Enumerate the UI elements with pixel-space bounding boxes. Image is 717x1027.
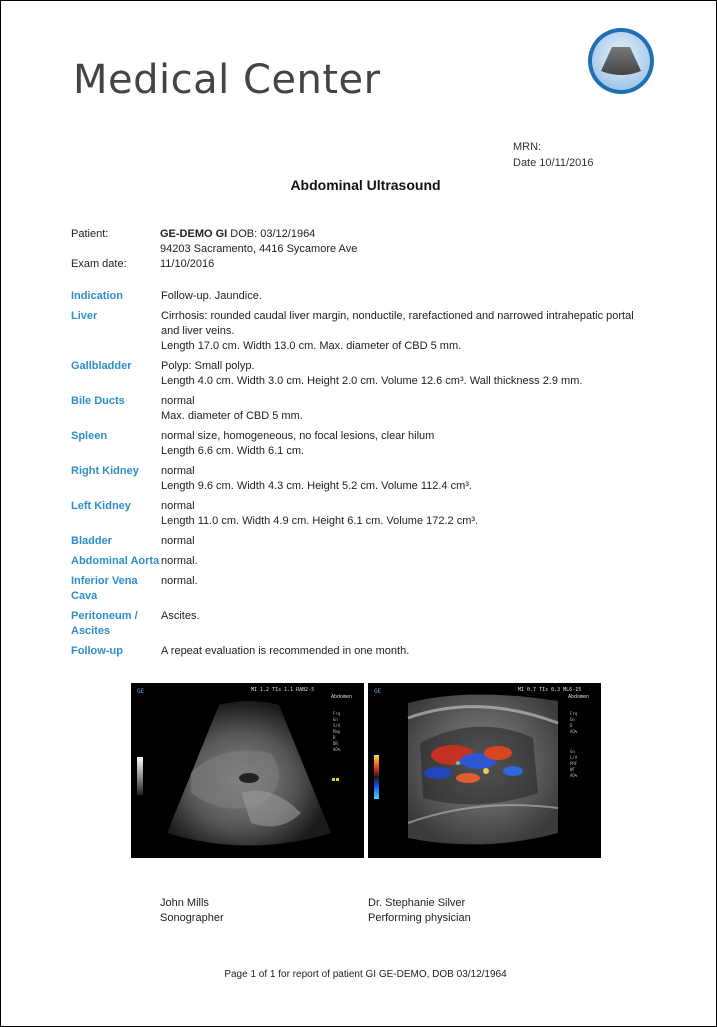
finding-label: Peritoneum / Ascites [71,610,138,637]
finding-text: normal. [161,555,198,567]
finding-text: Ascites. [161,610,200,622]
finding-label: Abdominal Aorta [71,555,160,567]
sonographer-role: Sonographer [160,912,224,924]
finding-text: normal. [161,575,198,587]
svg-text:DR: DR [333,741,338,746]
finding-text: A repeat evaluation is recommended in one month. [161,645,410,657]
sonographer-name: John Mills [160,897,209,909]
finding-label: Gallbladder [71,360,132,372]
svg-text:GE: GE [374,688,382,695]
ultrasound-images [131,683,601,858]
patient-info [71,227,357,272]
mrn-label: MRN: [513,141,542,153]
finding-label: Indication [71,290,123,302]
svg-text:D: D [333,735,336,740]
svg-text:PRF: PRF [570,761,578,766]
svg-text:S/A: S/A [333,723,341,728]
finding-text: normal [161,500,195,512]
finding-peritoneum [71,609,671,639]
report-date: Date 10/11/2016 [513,157,594,169]
finding-text: Max. diameter of CBD 5 mm. [161,410,303,422]
svg-text:AO%: AO% [333,747,341,752]
finding-inferior-vena-cava [71,574,671,604]
svg-text:D: D [570,723,573,728]
svg-text:Frq: Frq [333,711,341,716]
finding-label: Right Kidney [71,465,139,477]
patient-dob: DOB: 03/12/1964 [230,228,316,240]
svg-text:L/A: L/A [570,755,578,760]
finding-label: Liver [71,310,98,322]
finding-text: Length 9.6 cm. Width 4.3 cm. Height 5.2 cm. Volume 112.4 cm³. [161,480,472,492]
finding-spleen [71,429,671,459]
svg-text:Gn: Gn [333,717,338,722]
finding-liver [71,309,671,354]
svg-text:AO%: AO% [570,729,578,734]
finding-right-kidney [71,464,671,494]
finding-text: Cirrhosis: rounded caudal liver margin, nonductile, rarefactioned and narrowed intrahepatic portal [161,310,634,322]
finding-text: and liver veins. [161,325,235,337]
finding-label: Follow-up [71,645,123,657]
finding-label: Bladder [71,535,112,547]
finding-abdominal-aorta [71,554,671,569]
finding-gallbladder [71,359,671,389]
svg-text:Gn: Gn [570,749,575,754]
finding-label: Bile Ducts [71,395,125,407]
physician-role: Performing physician [368,912,471,924]
signature-physician [368,896,471,926]
finding-text: Length 4.0 cm. Width 3.0 cm. Height 2.0 cm. Volume 12.6 cm³. Wall thickness 2.9 mm. [161,375,583,387]
finding-text: Length 11.0 cm. Width 4.9 cm. Height 6.1 cm. Volume 172.2 cm³. [161,515,479,527]
report-meta [513,139,594,171]
image-preset-right: Abdomen [568,694,590,700]
patient-name: GE-DEMO GI [160,228,228,240]
finding-text: normal [161,395,195,407]
patient-label: Patient: [71,228,109,240]
report-title: Abdominal Ultrasound [290,177,441,193]
page-footer: Page 1 of 1 for report of patient GI GE-DEMO, DOB 03/12/1964 [224,969,507,980]
svg-text:Gn: Gn [570,717,575,722]
finding-text: Length 17.0 cm. Width 13.0 cm. Max. diameter of CBD 5 mm. [161,340,462,352]
image-header-left: MI 1.2 TIs 1.1 RAB2-5 [251,687,315,693]
finding-text: normal [161,465,195,477]
image-preset-left: Abdomen [331,694,353,700]
finding-text: normal [161,535,195,547]
finding-follow-up [71,644,671,659]
finding-bladder [71,534,671,549]
ultrasound-image-kidney [368,683,601,858]
ultrasound-logo-icon [584,25,658,97]
svg-text:Frq: Frq [570,711,578,716]
finding-bile-ducts [71,394,671,424]
signature-sonographer [160,896,224,926]
finding-text: Length 6.6 cm. Width 6.1 cm. [161,445,305,457]
center-name: Medical Center [73,57,381,103]
findings [71,289,671,664]
finding-text: Follow-up. Jaundice. [161,290,262,302]
svg-text:AO%: AO% [570,773,578,778]
physician-name: Dr. Stephanie Silver [368,897,466,909]
finding-text: normal size, homogeneous, no focal lesions, clear hilum [161,430,435,442]
finding-label: Inferior Vena Cava [71,575,138,602]
exam-date: 11/10/2016 [160,258,215,270]
ultrasound-image-liver [131,683,364,858]
svg-text:GE: GE [137,688,145,695]
finding-label: Spleen [71,430,108,442]
svg-text:Map: Map [333,729,341,734]
image-header-right: MI 0.7 TIs 0.3 ML6-15 [518,687,582,693]
finding-text: Polyp: Small polyp. [161,360,255,372]
exam-date-label: Exam date: [71,258,127,270]
finding-left-kidney [71,499,671,529]
finding-indication [71,289,671,304]
finding-label: Left Kidney [71,500,131,512]
patient-address: 94203 Sacramento, 4416 Sycamore Ave [160,243,358,255]
svg-text:WF: WF [570,767,575,772]
